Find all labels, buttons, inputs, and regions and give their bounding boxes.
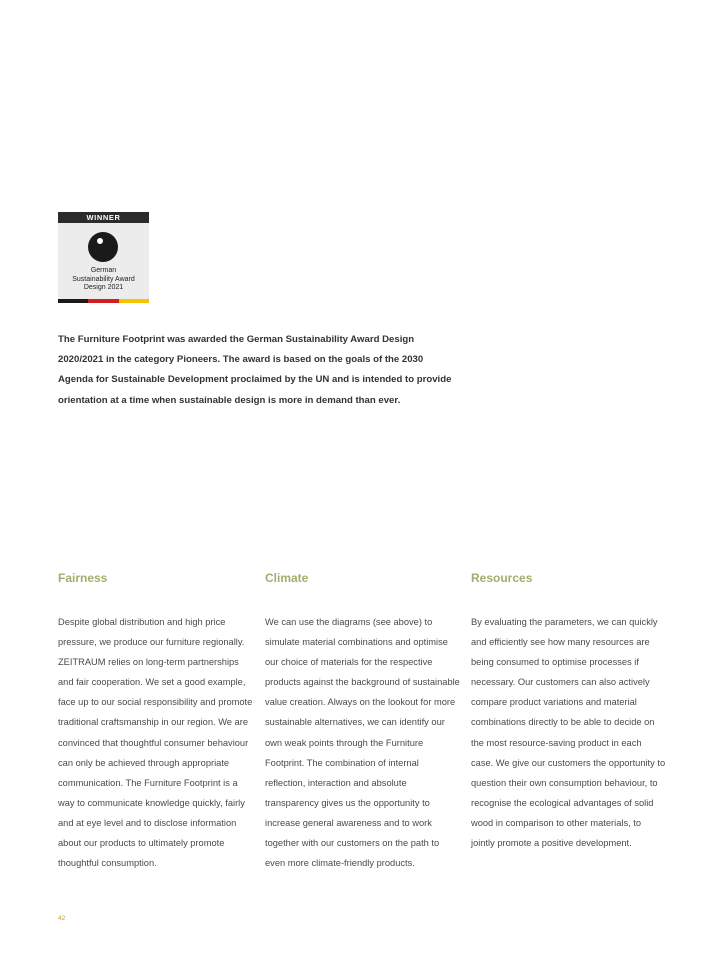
badge-line-1: German: [90, 267, 117, 274]
badge-header: WINNER: [58, 212, 149, 223]
column-resources: [471, 570, 666, 853]
stripe-red: [88, 299, 118, 303]
column-heading-climate: Climate: [265, 571, 309, 585]
award-logo-icon: [88, 232, 118, 262]
column-fairness: [58, 570, 253, 873]
award-badge: [58, 212, 149, 303]
column-body-fairness: Despite global distribution and high price pressure, we produce our furniture regionally. ZEITRAUM relies on long-term partnerships and fair cooperation. We set a good example, face up to our social responsibility and promote traditional craftsmanship in our region. We are convinced that thoughtful consumer behaviour can only be achieved through appropriate communication. The Furniture Footprint is a way to communicate knowledge quickly, fairly and at eye level and to disclose information about our products to ultimately promote thoughtful consumption.: [58, 617, 253, 869]
stripe-gold: [119, 299, 149, 303]
badge-title: [58, 267, 149, 293]
column-climate: [265, 570, 460, 873]
column-body-resources: By evaluating the parameters, we can quickly and efficiently see how many resources are being consumed to optimise processes if necessary. Our customers can also actively compare product variations and material combinations directly to be able to decide on the most resource-saving product in each case. We give our customers the opportunity to question their own consumption behaviour, to recognise the ecological advantages of solid wood in comparison to other materials, to jointly promote a positive development.: [471, 617, 666, 849]
column-heading-fairness: Fairness: [58, 571, 108, 585]
column-heading-resources: Resources: [471, 571, 533, 585]
award-logo-highlight: [97, 238, 103, 244]
badge-line-3: Design 2021: [83, 284, 124, 292]
column-body-climate: We can use the diagrams (see above) to simulate material combinations and optimise our choice of materials for the respective products against the background of sustainable value creation. Always on the lookout for more sustainable alternatives, we can identify our own weak points through the Furniture Footprint. The combination of internal reflection, interaction and absolute transparency gives us the opportunity to increase general awareness and to work together with our customers on the path to even more climate-friendly products.: [265, 617, 460, 869]
page-number: 42: [58, 915, 66, 922]
badge-flag-stripes: [58, 299, 149, 303]
award-paragraph: The Furniture Footprint was awarded the German Sustainability Award Design 2020/2021 in the category Pioneers. The award is based on the goals of the 2030 Agenda for Sustainable Development proclaimed by the UN and is intended to provide orientation at a time when sustainable design is more in demand than ever.: [58, 334, 452, 406]
badge-line-2: Sustainability Award: [72, 275, 135, 283]
stripe-black: [58, 299, 88, 303]
